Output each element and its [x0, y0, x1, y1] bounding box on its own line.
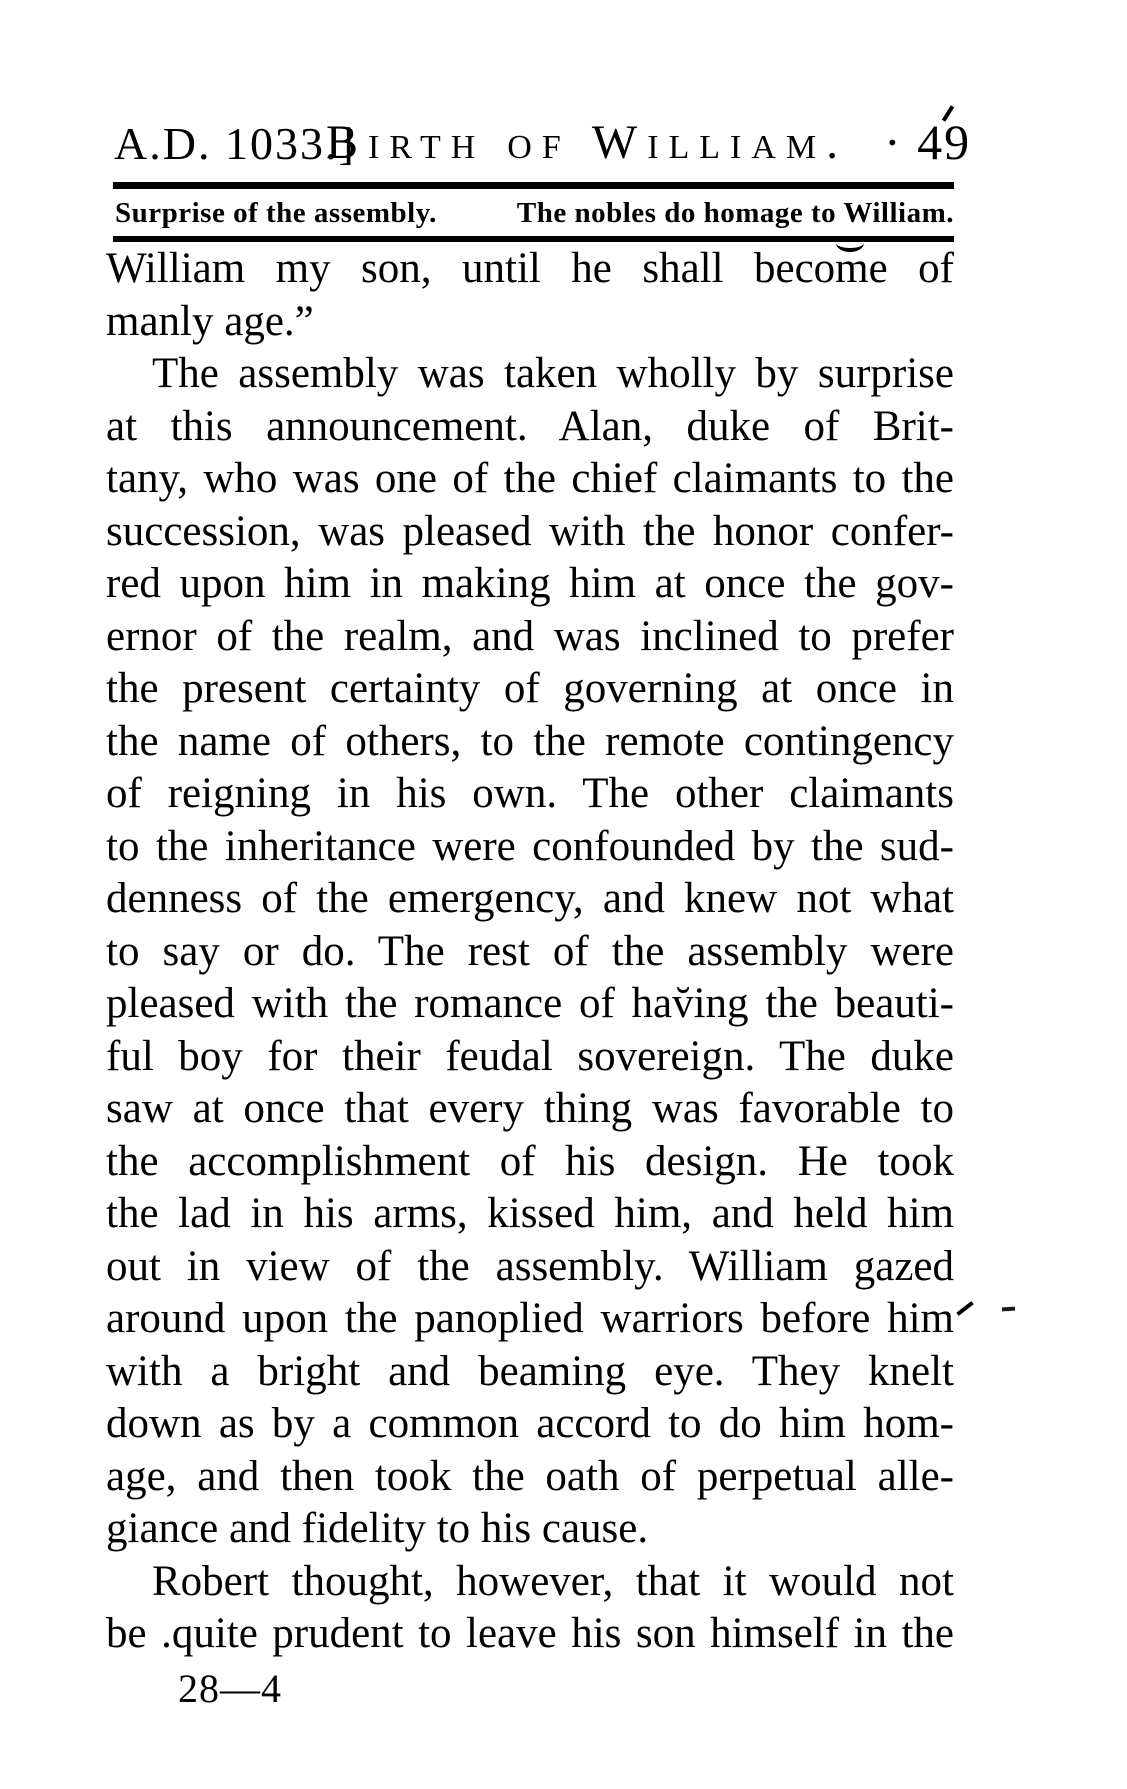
page-number: · 49 — [884, 114, 972, 170]
text-line: the accomplishment of his design. He took — [106, 1137, 954, 1185]
page-title: Birth of William. — [326, 116, 849, 169]
ink-dash-mark — [1002, 1307, 1015, 1312]
text-line: ful boy for their feudal sovereign. The duke — [106, 1032, 954, 1080]
text-line: the name of others, to the remote contingency — [106, 717, 954, 765]
text-line: down as by a common accord to do him hom- — [106, 1400, 954, 1447]
ink-apostrophe-mark — [956, 1301, 973, 1316]
text-line: to the inheritance were confounded by the sud- — [106, 822, 954, 870]
running-head-left: Surprise of the assembly. — [115, 197, 437, 229]
text-line: the present certainty of governing at once in — [106, 665, 954, 712]
text-line: out in view of the assembly. William gazed — [106, 1242, 954, 1290]
text-line: tany, who was one of the chief claimants to the — [106, 455, 954, 502]
text-line: around upon the panoplied warriors before him — [106, 1295, 954, 1342]
text-line: Robert thought, however, that it would not — [152, 1557, 954, 1605]
text-line: at this announcement. Alan, duke of Brit- — [106, 402, 954, 450]
text-line: red upon him in making him at once the gov- — [106, 560, 954, 607]
text-line: of reigning in his own. The other claimants — [106, 770, 954, 817]
text-line: pleased with the romance of hav̆ing the beauti- — [106, 980, 954, 1027]
text-line: the lad in his arms, kissed him, and held him — [106, 1190, 954, 1237]
header-rule-bottom — [113, 236, 954, 242]
header-date: A.D. 1033.] — [114, 118, 356, 169]
running-head-right: The nobles do homage to William. — [516, 197, 954, 229]
text-line: William my son, until he shall become of — [106, 245, 954, 292]
text-line: saw at once that every thing was favorable to — [106, 1085, 954, 1132]
text-line: age, and then took the oath of perpetual alle- — [106, 1452, 954, 1500]
text-line: to say or do. The rest of the assembly were — [106, 927, 954, 975]
text-line: be .quite prudent to leave his son himself in the — [106, 1610, 954, 1657]
text-line: with a bright and beaming eye. They knelt — [106, 1347, 954, 1395]
text-line: denness of the emergency, and knew not what — [106, 875, 954, 922]
header-rule-top — [113, 182, 954, 189]
text-line: ernor of the realm, and was inclined to prefer — [106, 612, 954, 660]
text-line: The assembly was taken wholly by surprise — [152, 350, 954, 397]
text-line: succession, was pleased with the honor confer- — [106, 507, 954, 555]
body-text — [106, 243, 954, 1661]
signature-mark: 28—4 — [178, 1666, 282, 1711]
text-line: giance and fidelity to his cause. — [106, 1505, 649, 1552]
text-line: manly age.” — [106, 297, 314, 345]
